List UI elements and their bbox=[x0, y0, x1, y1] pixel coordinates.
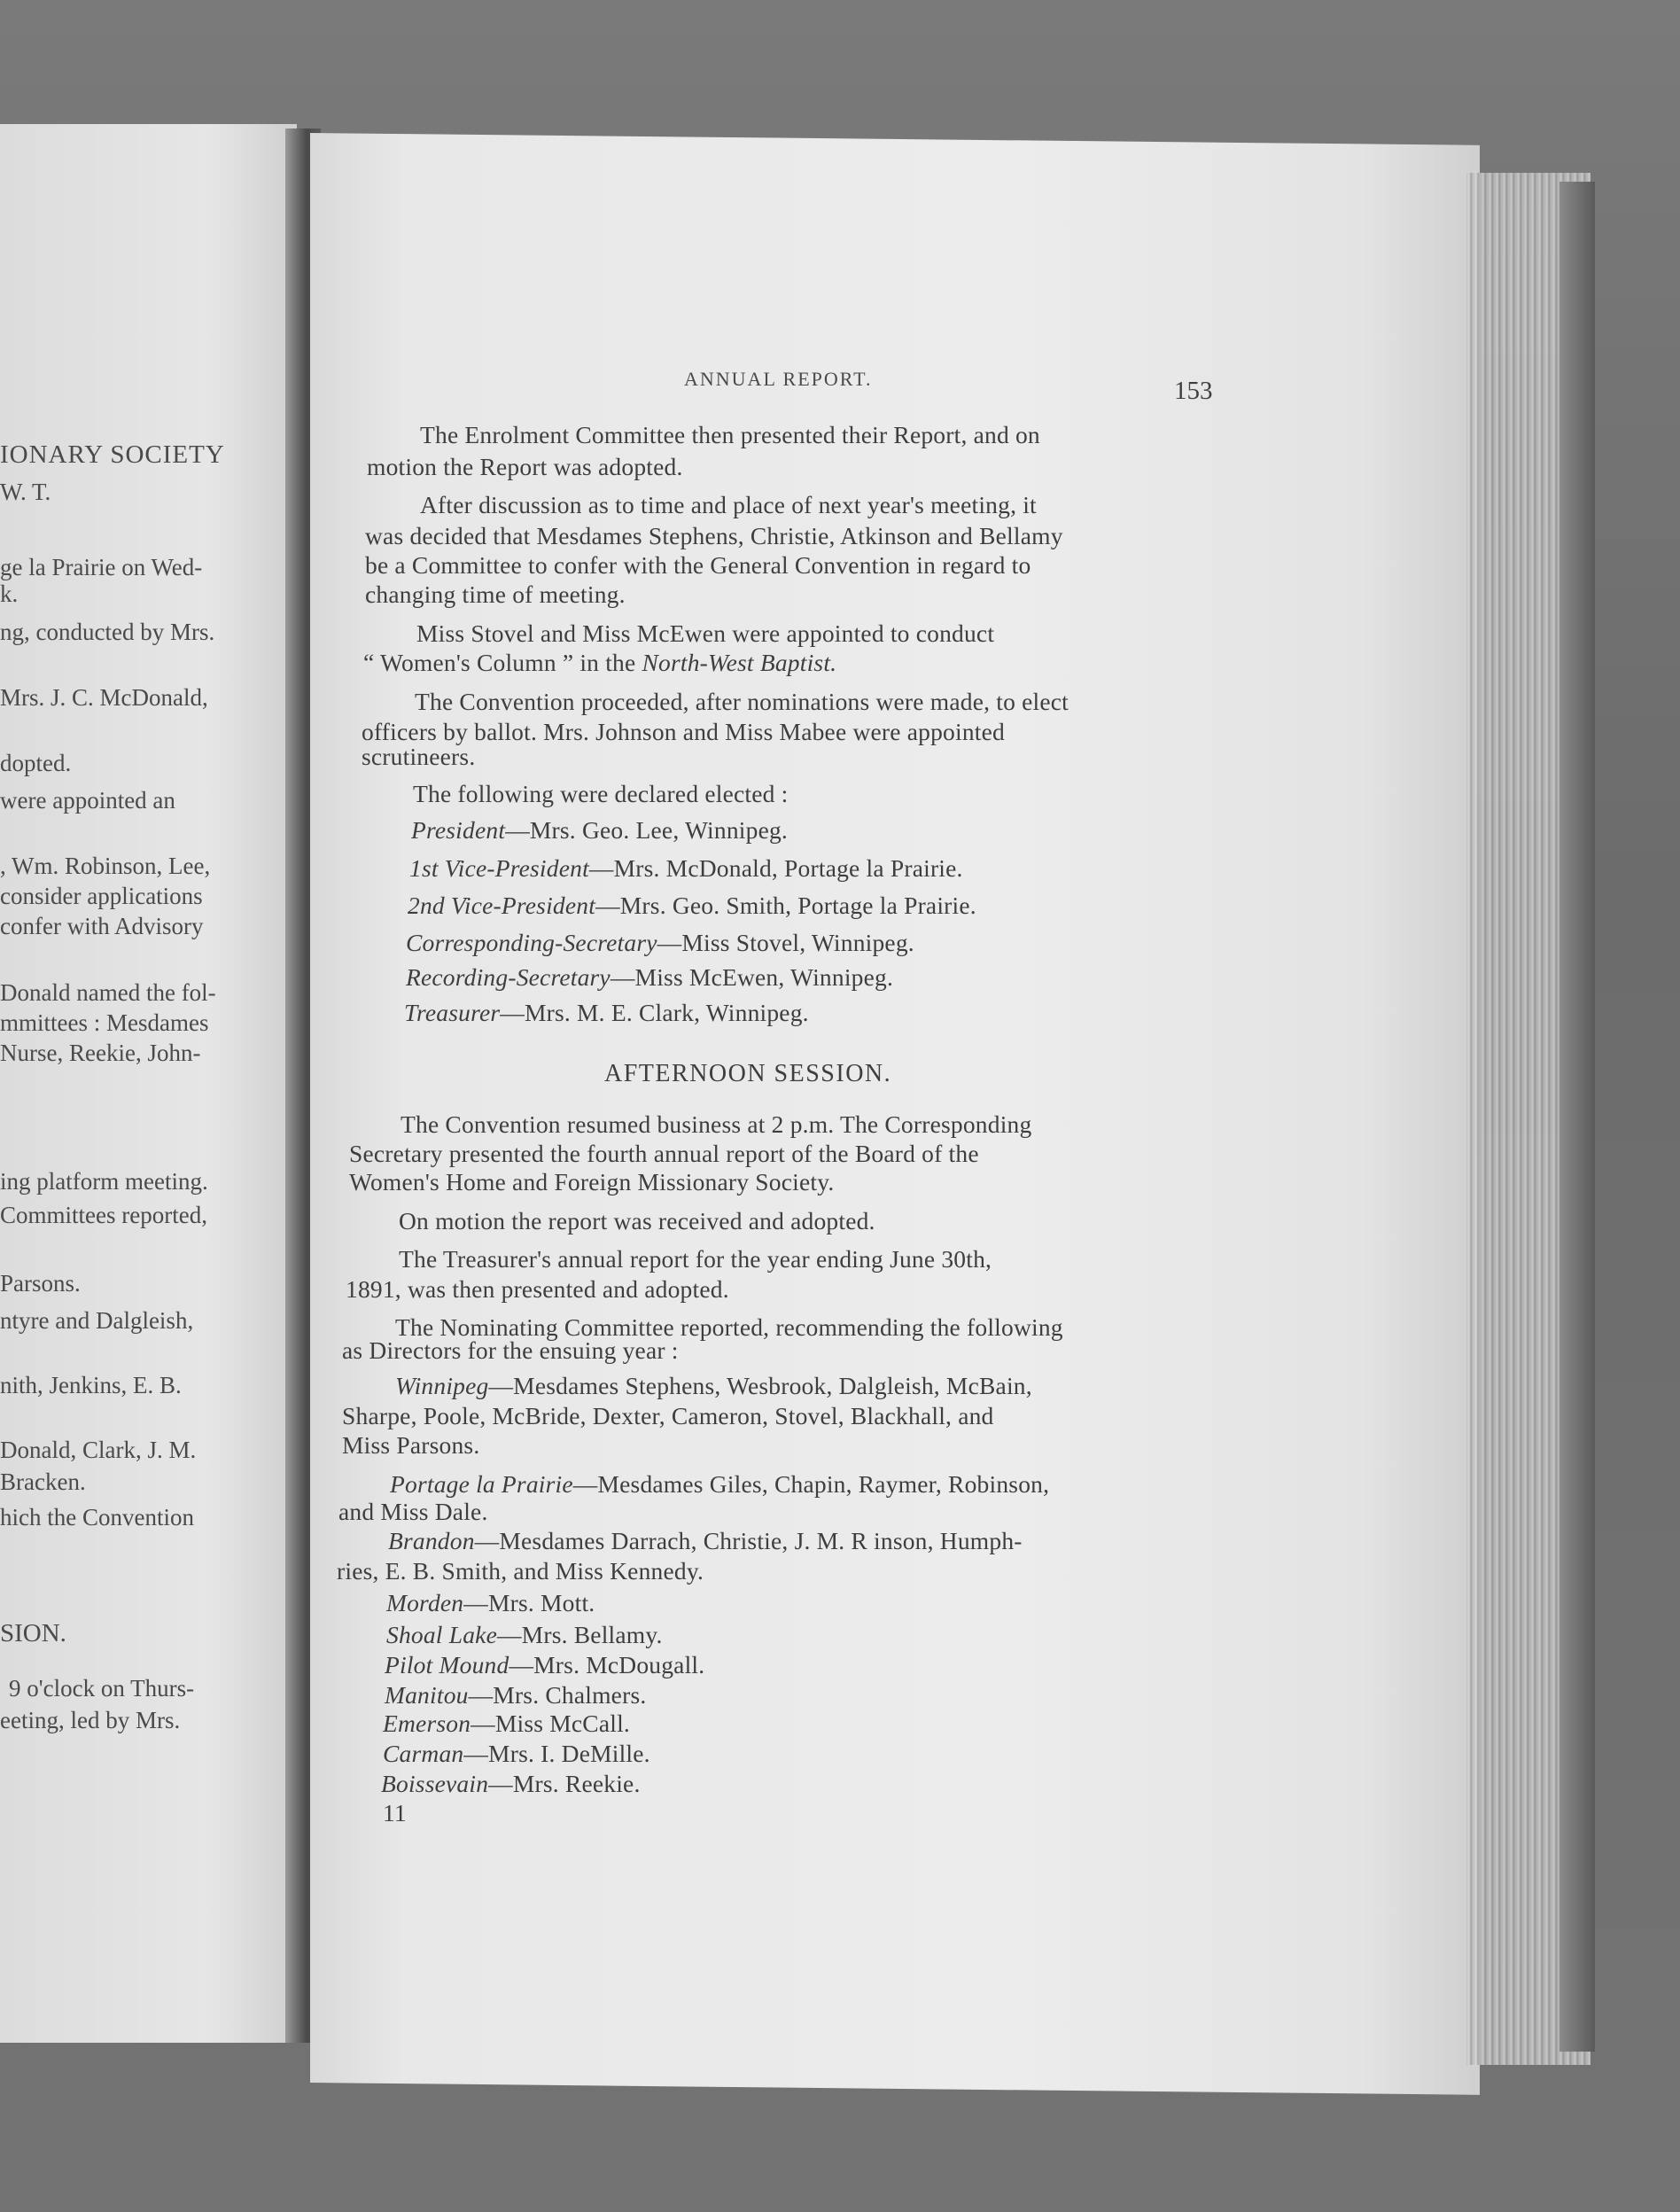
officer-name: —Miss Stovel, Winnipeg. bbox=[657, 929, 914, 956]
director-names: —Mrs. McDougall. bbox=[509, 1651, 705, 1678]
left-line: Bracken. bbox=[0, 1468, 86, 1495]
place-name: Manitou bbox=[385, 1681, 469, 1709]
text-line: The Convention resumed business at 2 p.m. The Corresponding bbox=[401, 1110, 1032, 1138]
left-line: confer with Advisory bbox=[0, 913, 204, 939]
text-line: 1891, was then presented and adopted. bbox=[346, 1275, 729, 1303]
place-name: Shoal Lake bbox=[386, 1621, 497, 1648]
publication-title: North-West Baptist. bbox=[642, 649, 837, 676]
text-line: The following were declared elected : bbox=[413, 780, 789, 807]
officer-name: —Mrs. McDonald, Portage la Prairie. bbox=[588, 854, 963, 882]
director-names: —Mrs. Bellamy. bbox=[496, 1621, 663, 1648]
director-line bbox=[390, 1470, 1049, 1499]
text-line: After discussion as to time and place of next year's meeting, it bbox=[420, 491, 1037, 518]
officer-line bbox=[406, 963, 893, 992]
left-line: ing platform meeting. bbox=[0, 1168, 208, 1195]
officer-line bbox=[406, 929, 914, 957]
left-line: IONARY SOCIETY bbox=[0, 440, 225, 469]
place-name: Carman bbox=[383, 1740, 464, 1767]
left-line: Nurse, Reekie, John- bbox=[0, 1040, 201, 1066]
office-title: Treasurer bbox=[404, 999, 501, 1026]
text-line: and Miss Dale. bbox=[338, 1498, 488, 1525]
officer-line bbox=[409, 854, 963, 883]
left-line: Donald named the fol- bbox=[0, 979, 216, 1006]
officer-line bbox=[408, 892, 976, 920]
director-line bbox=[388, 1527, 1023, 1555]
director-line bbox=[395, 1372, 1032, 1400]
left-line: , Wm. Robinson, Lee, bbox=[0, 853, 211, 879]
text-line: be a Committee to confer with the General Convention in regard to bbox=[365, 551, 1031, 579]
left-line: SION. bbox=[0, 1619, 66, 1647]
text-run: “ Women's Column ” in the bbox=[363, 649, 642, 676]
place-name: Pilot Mound bbox=[385, 1651, 509, 1678]
text-line: as Directors for the ensuing year : bbox=[342, 1336, 679, 1364]
director-line bbox=[385, 1681, 646, 1710]
place-name: Emerson bbox=[383, 1710, 471, 1737]
signature-mark: 11 bbox=[383, 1799, 407, 1826]
director-line bbox=[386, 1621, 663, 1649]
left-line: eeting, led by Mrs. bbox=[0, 1707, 181, 1733]
director-names: —Miss McCall. bbox=[471, 1710, 631, 1737]
page-number: 153 bbox=[1174, 377, 1213, 405]
text-line: Women's Home and Foreign Missionary Society. bbox=[349, 1168, 835, 1196]
text-line: ries, E. B. Smith, and Miss Kennedy. bbox=[337, 1557, 704, 1585]
text-line: motion the Report was adopted. bbox=[367, 453, 683, 480]
left-line: Donald, Clark, J. M. bbox=[0, 1437, 197, 1463]
director-line bbox=[383, 1740, 650, 1768]
left-line: ntyre and Dalgleish, bbox=[0, 1307, 194, 1334]
text-line: The Nominating Committee reported, recommending the following bbox=[395, 1313, 1063, 1341]
office-title: President bbox=[411, 816, 506, 844]
left-line: ng, conducted by Mrs. bbox=[0, 619, 215, 645]
place-name: Morden bbox=[386, 1589, 464, 1616]
place-name: Brandon bbox=[388, 1527, 475, 1554]
text-line: was decided that Mesdames Stephens, Christie, Atkinson and Bellamy bbox=[365, 522, 1063, 549]
section-heading: AFTERNOON SESSION. bbox=[604, 1060, 892, 1087]
director-line bbox=[383, 1710, 630, 1738]
officer-name: —Mrs. Geo. Lee, Winnipeg. bbox=[505, 816, 788, 844]
director-line bbox=[386, 1589, 595, 1617]
office-title: 1st Vice-President bbox=[409, 854, 589, 882]
director-names: —Mesdames Stephens, Wesbrook, Dalgleish, McBain, bbox=[488, 1372, 1032, 1399]
office-title: Recording-Secretary bbox=[406, 963, 611, 991]
text-line: Miss Parsons. bbox=[342, 1431, 480, 1459]
director-names: —Mesdames Darrach, Christie, J. M. R inson, Humph- bbox=[474, 1527, 1023, 1554]
director-line bbox=[385, 1651, 704, 1679]
text-line: The Enrolment Committee then presented their Report, and on bbox=[420, 421, 1040, 448]
text-line: On motion the report was received and adopted. bbox=[399, 1207, 875, 1235]
left-line: 9 o'clock on Thurs- bbox=[9, 1675, 195, 1702]
left-line: ge la Prairie on Wed- bbox=[0, 554, 203, 580]
place-name: Portage la Prairie bbox=[390, 1470, 573, 1498]
left-line: k. bbox=[0, 580, 19, 607]
place-name: Boissevain bbox=[381, 1770, 489, 1797]
left-line: Parsons. bbox=[0, 1270, 81, 1297]
left-line: W. T. bbox=[0, 479, 51, 505]
office-title: Corresponding-Secretary bbox=[406, 929, 657, 956]
left-line: Committees reported, bbox=[0, 1202, 207, 1228]
director-names: —Mrs. Chalmers. bbox=[468, 1681, 647, 1709]
left-line: Mrs. J. C. McDonald, bbox=[0, 684, 208, 711]
text-line: changing time of meeting. bbox=[365, 580, 626, 608]
text-line: officers by ballot. Mrs. Johnson and Miss Mabee were appointed bbox=[362, 718, 1005, 745]
place-name: Winnipeg bbox=[395, 1372, 489, 1399]
director-names: —Mrs. I. DeMille. bbox=[463, 1740, 650, 1767]
text-line: Miss Stovel and Miss McEwen were appointed to conduct bbox=[416, 619, 995, 647]
officer-name: —Mrs. M. E. Clark, Winnipeg. bbox=[500, 999, 809, 1026]
director-names: —Mesdames Giles, Chapin, Raymer, Robinson, bbox=[572, 1470, 1050, 1498]
text-line: Secretary presented the fourth annual report of the Board of the bbox=[349, 1140, 979, 1167]
running-head: ANNUAL REPORT. bbox=[684, 368, 873, 390]
text-line: The Treasurer's annual report for the year ending June 30th, bbox=[399, 1245, 992, 1273]
left-line: consider applications bbox=[0, 883, 203, 909]
text-line: The Convention proceeded, after nominations were made, to elect bbox=[415, 688, 1069, 715]
left-line: were appointed an bbox=[0, 787, 175, 814]
director-line bbox=[381, 1770, 641, 1798]
text-line: scrutineers. bbox=[362, 743, 476, 770]
left-line: hich the Convention bbox=[0, 1504, 194, 1530]
officer-name: —Mrs. Geo. Smith, Portage la Prairie. bbox=[595, 892, 976, 919]
officer-line bbox=[411, 816, 788, 845]
left-line: nith, Jenkins, E. B. bbox=[0, 1372, 182, 1398]
left-line: mmittees : Mesdames bbox=[0, 1009, 209, 1036]
left-line: dopted. bbox=[0, 750, 72, 776]
director-names: —Mrs. Reekie. bbox=[488, 1770, 641, 1797]
director-names: —Mrs. Mott. bbox=[463, 1589, 595, 1616]
officer-line bbox=[404, 999, 809, 1027]
officer-name: —Miss McEwen, Winnipeg. bbox=[610, 963, 894, 991]
office-title: 2nd Vice-President bbox=[408, 892, 596, 919]
text-line bbox=[363, 649, 836, 677]
text-line: Sharpe, Poole, McBride, Dexter, Cameron, Stovel, Blackhall, and bbox=[342, 1402, 994, 1429]
